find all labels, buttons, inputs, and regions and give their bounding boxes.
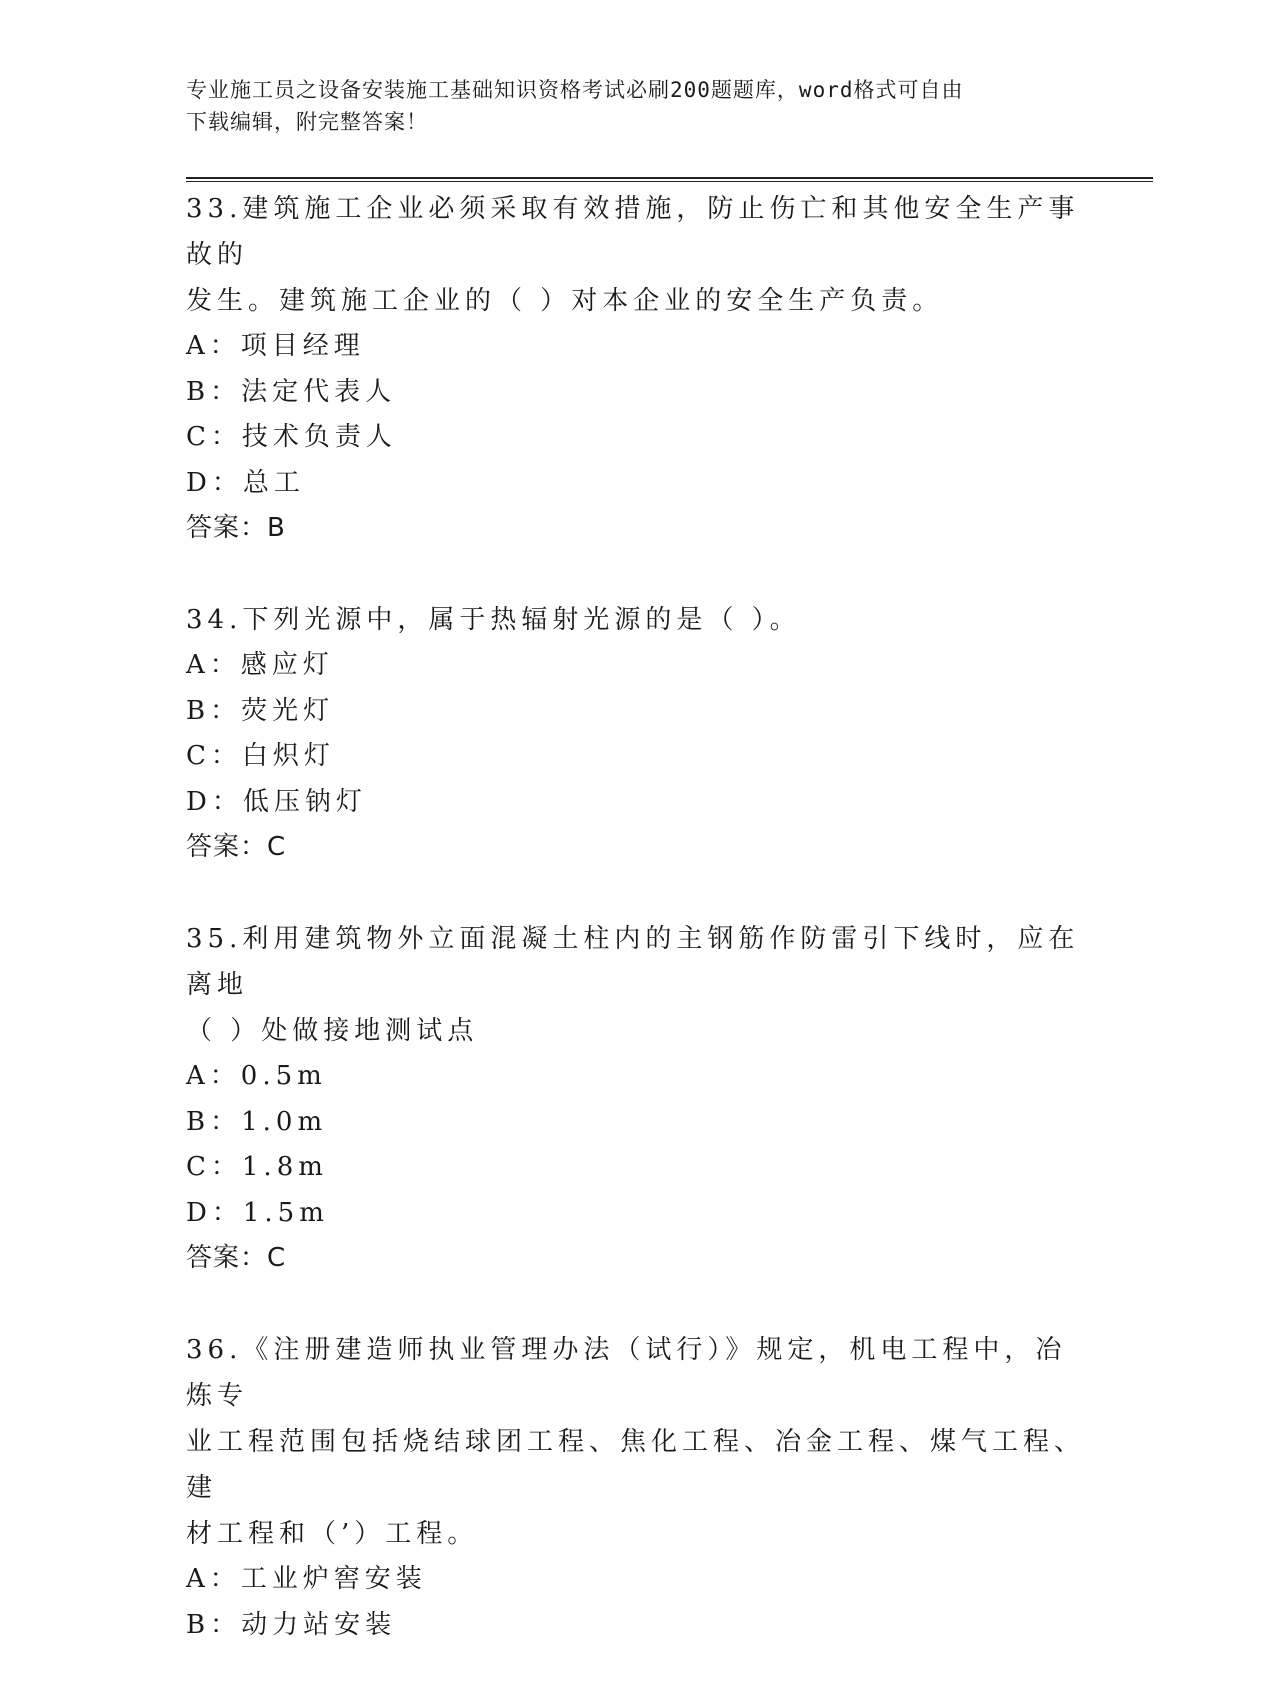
- answer-line: 答案：B: [186, 513, 286, 543]
- question-stem-line: （ ）处做接地测试点: [186, 1016, 479, 1046]
- header-line-2: 下载编辑，附完整答案！: [186, 110, 428, 134]
- question-33: [186, 186, 1086, 551]
- question-36: [186, 1327, 1086, 1648]
- option-c: C：白炽灯: [186, 741, 335, 771]
- option-d: D：总工: [186, 467, 305, 498]
- answer-line: 答案：C: [186, 1243, 287, 1273]
- option-c: C：技术负责人: [186, 422, 397, 452]
- question-stem-line: 业工程范围包括烧结球团工程、焦化工程、冶金工程、煤气工程、建: [186, 1427, 1086, 1503]
- question-stem-line: 材工程和（’）工程。: [186, 1519, 479, 1549]
- question-stem-line: 发生。建筑施工企业的（ ）对本企业的安全生产负责。: [186, 286, 944, 316]
- option-a: A：感应灯: [186, 650, 334, 680]
- option-b: B：荧光灯: [186, 695, 335, 726]
- answer-line: 答案：C: [186, 832, 287, 862]
- option-a: A：0.5m: [186, 1061, 327, 1091]
- question-stem-line: 33.建筑施工企业必须采取有效措施，防止伤亡和其他安全生产事故的: [186, 194, 1080, 270]
- header-divider: [186, 177, 1153, 182]
- option-d: D：低压钠灯: [186, 786, 367, 817]
- option-a: A：项目经理: [186, 331, 365, 361]
- option-a: A：工业炉窖安装: [186, 1564, 427, 1594]
- header-line-1: 专业施工员之设备安装施工基础知识资格考试必刷200题题库，word格式可自由: [186, 78, 964, 102]
- question-stem-line: 35.利用建筑物外立面混凝土柱内的主钢筋作防雷引下线时，应在离地: [186, 924, 1080, 1000]
- question-stem-line: 36.《注册建造师执业管理办法（试行）》规定，机电工程中，冶炼专: [186, 1335, 1067, 1411]
- option-d: D：1.5m: [186, 1197, 329, 1228]
- option-b: B：动力站安装: [186, 1609, 397, 1640]
- option-b: B：1.0m: [186, 1106, 328, 1137]
- question-list: [186, 186, 1086, 1694]
- question-35: [186, 916, 1086, 1281]
- question-stem-line: 34.下列光源中，属于热辐射光源的是（ ）。: [186, 605, 801, 635]
- document-header: [186, 74, 1066, 138]
- option-c: C：1.8m: [186, 1152, 328, 1182]
- question-34: [186, 597, 1086, 870]
- option-b: B：法定代表人: [186, 376, 397, 407]
